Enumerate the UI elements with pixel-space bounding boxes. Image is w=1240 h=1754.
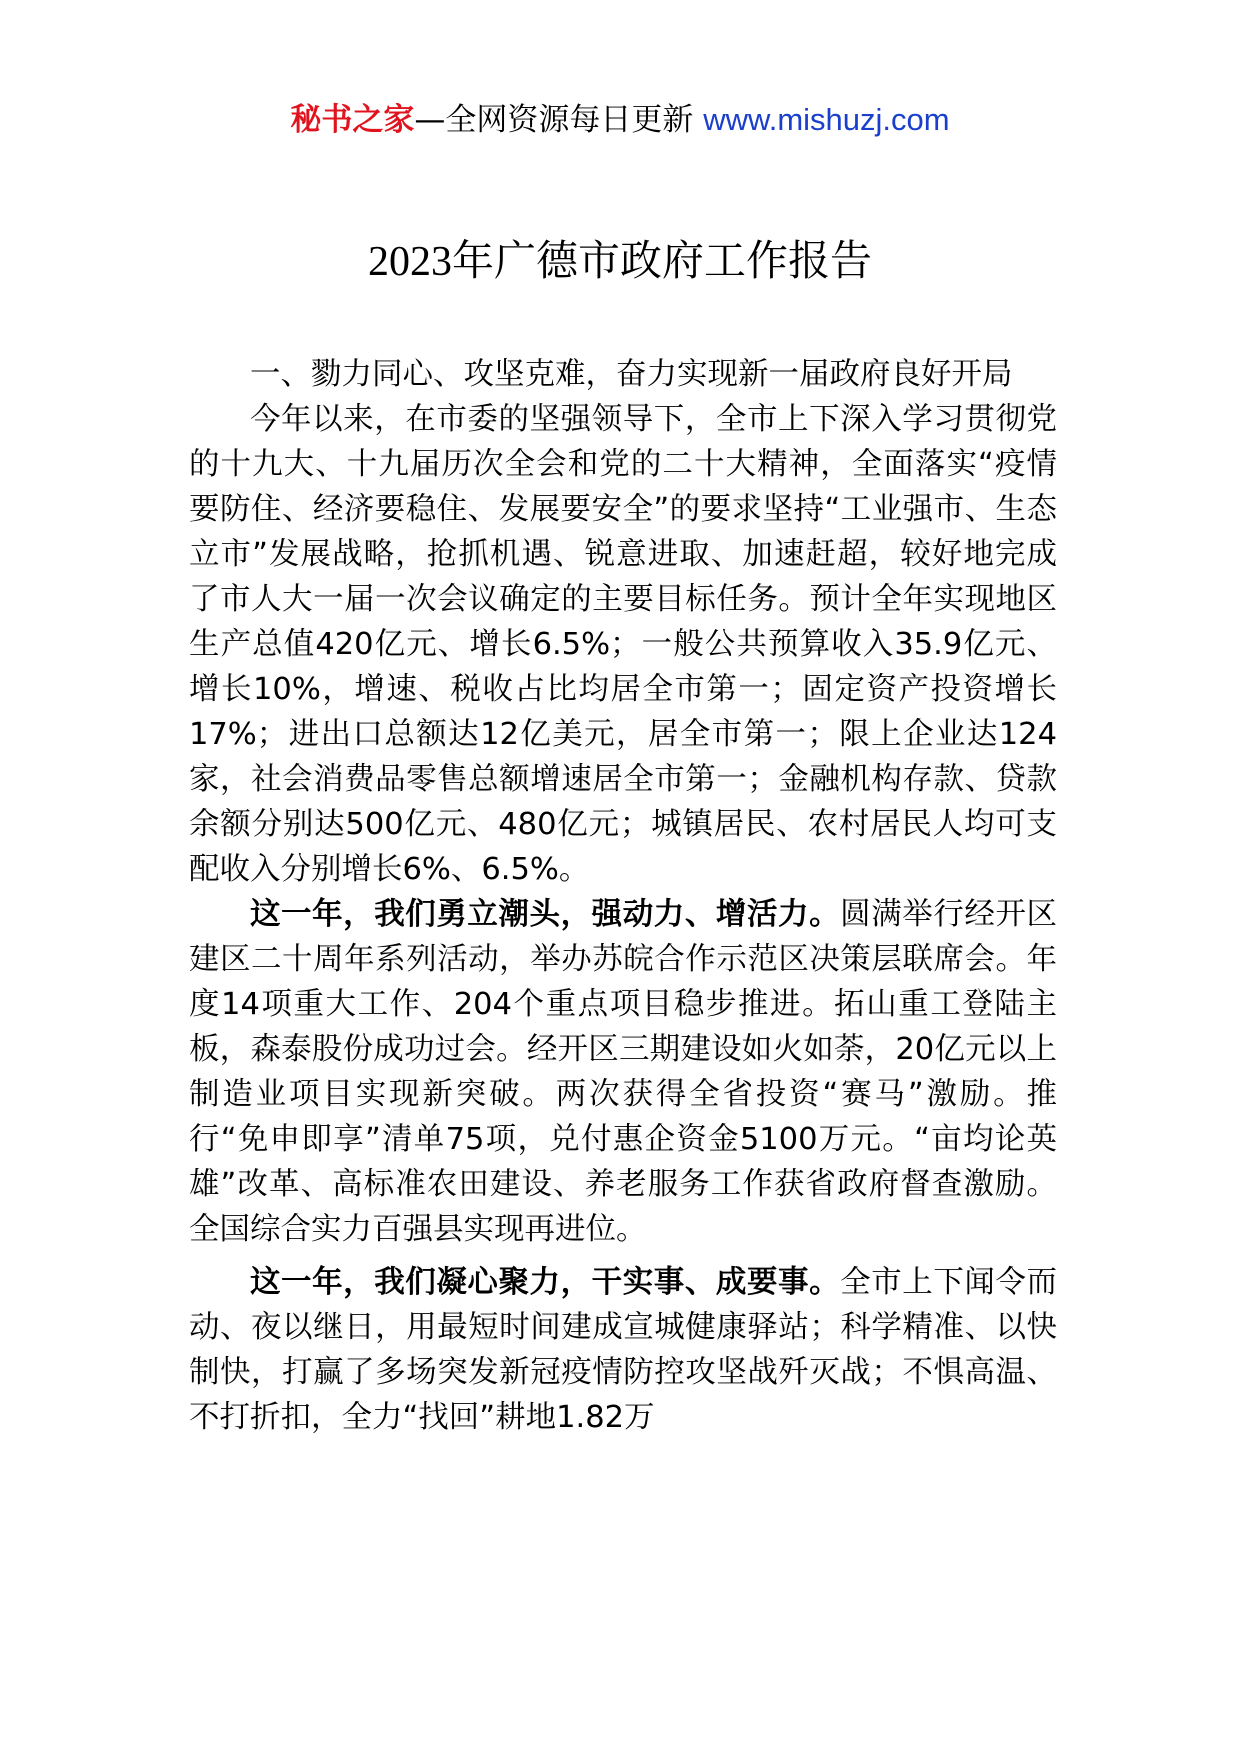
paragraph-momentum-lead: 这一年，我们勇立潮头，强动力、增活力。 — [250, 897, 841, 932]
paragraph-achievements-lead: 这一年，我们凝心聚力，干实事、成要事。 — [250, 1265, 841, 1300]
brand-name: 秘书之家 — [290, 102, 415, 138]
paragraph-momentum — [189, 892, 1057, 1252]
paragraph-momentum-body: 圆满举行经开区建区二十周年系列活动，举办苏皖合作示范区决策层联席会。年度14项重大工作、204个重点项目稳步推进。拓山重工登陆主板，森泰股份成功过会。经开区三期建设如火如荼，20亿元以上制造业项目实现新突破。两次获得全省投资“赛马”激励。推行“免申即享”清单75项，兑付惠企资金5100万元。“亩均论英雄”改革、高标准农田建设、养老服务工作获省政府督查激励。全国综合实力百强县实现再进位。 — [189, 897, 1058, 1247]
site-url-link[interactable]: www.mishuzj.com — [703, 102, 950, 137]
section-heading: 一、勠力同心、攻坚克难，奋力实现新一届政府良好开局 — [250, 357, 1013, 392]
paragraph-achievements-body: 全市上下闻令而动、夜以继日，用最短时间建成宣城健康驿站；科学精准、以快制快，打赢了多场突发新冠疫情防控攻坚战歼灭战；不惧高温、不打折扣，全力“找回”耕地1.82万 — [189, 1265, 1058, 1435]
document-body — [189, 352, 1057, 1440]
paragraph-intro: 今年以来，在市委的坚强领导下，全市上下深入学习贯彻党的十九大、十九届历次全会和党的二十大精神，全面落实“疫情要防住、经济要稳住、发展要安全”的要求坚持“工业强市、生态立市”发展战略，抢抓机遇、锐意进取、加速赶超，较好地完成了市人大一届一次会议确定的主要目标任务。预计全年实现地区生产总值420亿元、增长6.5%；一般公共预算收入35.9亿元、增长10%，增速、税收占比均居全市第一；固定资产投资增长17%；进出口总额达12亿美元，居全市第一；限上企业达124家，社会消费品零售总额增速居全市第一；金融机构存款、贷款余额分别达500亿元、480亿元；城镇居民、农村居民人均可支配收入分别增长6%、6.5%。 — [189, 402, 1057, 887]
document-title: 2023年广德市政府工作报告 — [367, 239, 872, 285]
site-header — [0, 98, 1240, 142]
paragraph-achievements — [189, 1260, 1057, 1440]
header-tagline: —全网资源每日更新 — [414, 102, 704, 138]
